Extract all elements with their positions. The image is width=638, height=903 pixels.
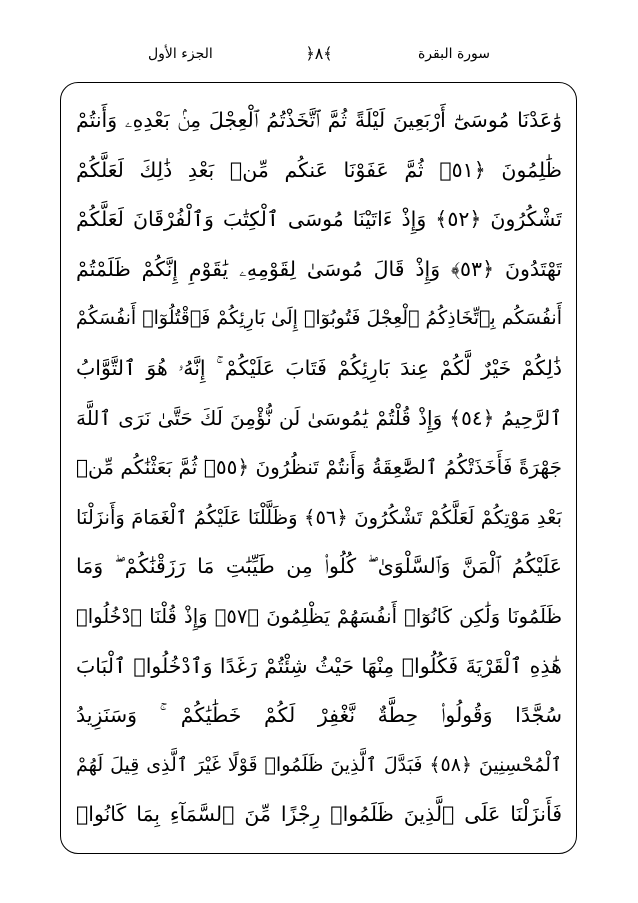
juz-title: الجزء الأول bbox=[148, 46, 213, 62]
page-number: ﴿٨﴾ bbox=[305, 44, 333, 63]
quran-text bbox=[76, 96, 562, 840]
text-line-11: ظَلَمُونَا وَلَٰكِن كَانُوٓا۟ أَنفُسَهُمْ يَظْلِمُونَ ﴿٥٧﴾ وَإِذْ قُلْنَا ٱدْخُلُوا۟ bbox=[76, 604, 562, 628]
text-line-6: ذَٰلِكُمْ خَيْرٌ لَّكُمْ عِندَ بَارِئِكُمْ فَتَابَ عَلَيْكُمْ ۚ إِنَّهُۥ هُوَ ٱلتَّوَّابُ bbox=[76, 355, 562, 380]
text-line-10: عَلَيْكُمُ ٱلْمَنَّ وَٱلسَّلْوَىٰ ۖ كُلُوا۟ مِن طَيِّبَٰتِ مَا رَزَقْنَٰكُمْ ۖ وَمَا bbox=[76, 554, 562, 579]
text-line-7: ٱلرَّحِيمُ ﴿٥٤﴾ وَإِذْ قُلْتُمْ يَٰمُوسَىٰ لَن نُّؤْمِنَ لَكَ حَتَّىٰ نَرَى ٱللَّهَ bbox=[76, 405, 562, 430]
page-header bbox=[60, 42, 578, 72]
text-line-12: هَٰذِهِ ٱلْقَرْيَةَ فَكُلُوا۟ مِنْهَا حَيْثُ شِئْتُمْ رَغَدًا وَٱدْخُلُوا۟ ٱلْبَابَ bbox=[76, 653, 562, 678]
text-line-15: فَأَنزَلْنَا عَلَى ٱلَّذِينَ ظَلَمُوا۟ رِجْزًا مِّنَ ٱلسَّمَآءِ بِمَا كَانُوا۟ bbox=[76, 802, 562, 827]
text-line-4: تَهْتَدُونَ ﴿٥٣﴾ وَإِذْ قَالَ مُوسَىٰ لِقَوْمِهِۦ يَٰقَوْمِ إِنَّكُمْ ظَلَمْتُمْ bbox=[76, 256, 562, 281]
text-line-5: أَنفُسَكُم بِٱتِّخَاذِكُمُ ٱلْعِجْلَ فَتُوبُوٓا۟ إِلَىٰ بَارِئِكُمْ فَٱقْتُلُوٓا۟ أَنفُسَكُمْ bbox=[76, 307, 562, 330]
text-line-9: بَعْدِ مَوْتِكُمْ لَعَلَّكُمْ تَشْكُرُونَ ﴿٥٦﴾ وَظَلَّلْنَا عَلَيْكُمُ ٱلْغَمَامَ وَأَنزَلْنَا bbox=[76, 505, 562, 529]
text-line-1: وَٰعَدْنَا مُوسَىٰٓ أَرْبَعِينَ لَيْلَةً ثُمَّ ٱتَّخَذْتُمُ ٱلْعِجْلَ مِنۢ بَعْدِهِۦ وَأَنتُمْ bbox=[76, 108, 562, 132]
text-line-2: ظَٰلِمُونَ ﴿٥١﴾ ثُمَّ عَفَوْنَا عَنكُم مِّنۢ بَعْدِ ذَٰلِكَ لَعَلَّكُمْ bbox=[76, 157, 562, 182]
text-line-8: جَهْرَةً فَأَخَذَتْكُمُ ٱلصَّٰعِقَةُ وَأَنتُمْ تَنظُرُونَ ﴿٥٥﴾ ثُمَّ بَعَثْنَٰكُم مِّنۢ bbox=[76, 455, 562, 480]
surah-title: سورة البقرة bbox=[417, 46, 490, 62]
text-line-13: سُجَّدًا وَقُولُوا۟ حِطَّةٌ نَّغْفِرْ لَكُمْ خَطَٰيَٰكُمْ ۚ وَسَنَزِيدُ bbox=[76, 703, 562, 728]
text-line-14: ٱلْمُحْسِنِينَ ﴿٥٨﴾ فَبَدَّلَ ٱلَّذِينَ ظَلَمُوا۟ قَوْلًا غَيْرَ ٱلَّذِى قِيلَ لَهُمْ bbox=[76, 753, 562, 776]
text-line-3: تَشْكُرُونَ ﴿٥٢﴾ وَإِذْ ءَاتَيْنَا مُوسَى ٱلْكِتَٰبَ وَٱلْفُرْقَانَ لَعَلَّكُمْ bbox=[76, 207, 562, 232]
page-number-value: ٨ bbox=[314, 44, 324, 63]
